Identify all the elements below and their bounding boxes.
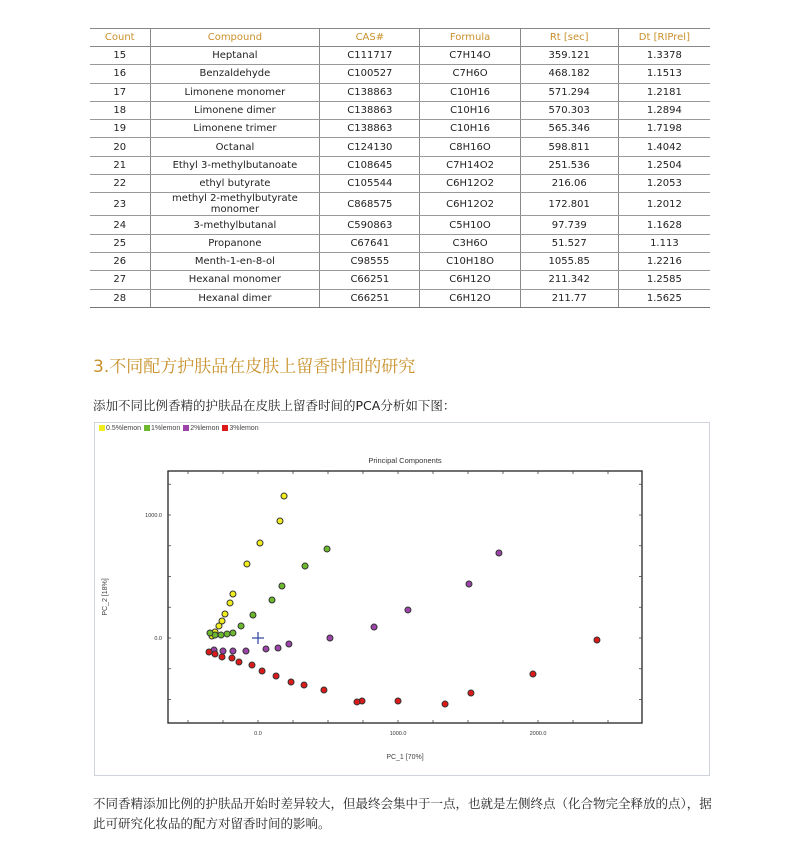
cell-cas: C138863	[320, 120, 420, 138]
data-point	[259, 668, 265, 674]
cell-count: 17	[90, 83, 150, 101]
x-axis-label: PC_1 [70%]	[386, 754, 424, 761]
cell-cas: C138863	[320, 101, 420, 119]
cell-count: 23	[90, 193, 150, 216]
cell-compound: Hexanal dimer	[150, 289, 320, 307]
cell-formula: C8H16O	[420, 138, 520, 156]
cell-rt: 211.77	[520, 289, 618, 307]
data-point	[224, 631, 230, 637]
data-point	[371, 624, 377, 630]
legend-label: 0.5%lemon	[106, 425, 142, 432]
cell-dt: 1.5625	[618, 289, 710, 307]
data-point	[288, 679, 294, 685]
cell-cas: C124130	[320, 138, 420, 156]
cell-compound: ethyl butyrate	[150, 175, 320, 193]
data-point	[281, 493, 287, 499]
data-point	[227, 600, 233, 606]
cell-count: 18	[90, 101, 150, 119]
cell-formula: C6H12O2	[420, 193, 520, 216]
cell-count: 28	[90, 289, 150, 307]
cell-formula: C7H14O	[420, 47, 520, 65]
table-header-row	[90, 29, 710, 47]
cell-dt: 1.3378	[618, 47, 710, 65]
data-point	[236, 659, 242, 665]
cell-dt: 1.4042	[618, 138, 710, 156]
cell-compound: Limonene monomer	[150, 83, 320, 101]
x-tick-label: 1000.0	[389, 731, 407, 737]
cell-formula: C6H12O	[420, 289, 520, 307]
cell-formula: C10H16	[420, 83, 520, 101]
cell-formula: C3H6O	[420, 234, 520, 252]
cell-count: 16	[90, 65, 150, 83]
data-point	[327, 635, 333, 641]
data-point	[273, 673, 279, 679]
table-row	[90, 101, 710, 119]
table-row	[90, 289, 710, 307]
cell-rt: 571.294	[520, 83, 618, 101]
cell-rt: 216.06	[520, 175, 618, 193]
cell-formula: C6H12O2	[420, 175, 520, 193]
data-point	[220, 648, 226, 654]
chart-title: Principal Components	[368, 456, 442, 465]
cell-dt: 1.2053	[618, 175, 710, 193]
data-point	[324, 546, 330, 552]
table-row	[90, 271, 710, 289]
cell-count: 22	[90, 175, 150, 193]
data-point	[530, 671, 536, 677]
cell-dt: 1.2585	[618, 271, 710, 289]
cell-cas: C100527	[320, 65, 420, 83]
data-point	[301, 682, 307, 688]
cell-rt: 172.801	[520, 193, 618, 216]
data-point	[229, 655, 235, 661]
cell-rt: 1055.85	[520, 252, 618, 270]
data-point	[466, 581, 472, 587]
data-point	[405, 607, 411, 613]
cell-count: 26	[90, 252, 150, 270]
data-point	[468, 690, 474, 696]
cell-cas: C66251	[320, 271, 420, 289]
cell-dt: 1.2894	[618, 101, 710, 119]
cell-dt: 1.2012	[618, 193, 710, 216]
header-rt: Rt [sec]	[520, 29, 618, 47]
data-point	[222, 611, 228, 617]
cell-rt: 468.182	[520, 65, 618, 83]
data-point	[302, 563, 308, 569]
cell-compound: methyl 2-methylbutyrate monomer	[150, 193, 320, 216]
cell-dt: 1.2504	[618, 156, 710, 174]
cell-compound: Propanone	[150, 234, 320, 252]
data-point	[275, 645, 281, 651]
cell-compound: Menth-1-en-8-ol	[150, 252, 320, 270]
data-point	[207, 630, 213, 636]
table-row	[90, 156, 710, 174]
pca-figure	[94, 422, 710, 776]
cell-compound: Limonene dimer	[150, 101, 320, 119]
cell-dt: 1.7198	[618, 120, 710, 138]
data-point	[496, 550, 502, 556]
cell-count: 24	[90, 216, 150, 234]
cell-dt: 1.2181	[618, 83, 710, 101]
cell-compound: Hexanal monomer	[150, 271, 320, 289]
data-point	[206, 649, 212, 655]
cell-dt: 1.113	[618, 234, 710, 252]
header-dt: Dt [RIPrel]	[618, 29, 710, 47]
cell-rt: 97.739	[520, 216, 618, 234]
section-intro: 添加不同比例香精的护肤品在皮肤上留香时间的PCA分析如下图：	[93, 398, 456, 413]
cell-count: 21	[90, 156, 150, 174]
legend-label: 3%lemon	[229, 425, 259, 432]
cell-formula: C10H16	[420, 101, 520, 119]
table-row	[90, 175, 710, 193]
cell-formula: C7H6O	[420, 65, 520, 83]
cell-compound: Limonene trimer	[150, 120, 320, 138]
y-axis-label: PC_2 [18%]	[102, 578, 109, 616]
data-point	[257, 540, 263, 546]
data-point	[442, 701, 448, 707]
cell-cas: C98555	[320, 252, 420, 270]
data-point	[230, 591, 236, 597]
data-point	[269, 597, 275, 603]
cell-cas: C138863	[320, 83, 420, 101]
table-row	[90, 65, 710, 83]
header-compound: Compound	[150, 29, 320, 47]
data-point	[230, 630, 236, 636]
data-point	[279, 583, 285, 589]
cell-formula: C10H16	[420, 120, 520, 138]
cell-compound: 3-methylbutanal	[150, 216, 320, 234]
cell-cas: C67641	[320, 234, 420, 252]
data-point	[354, 699, 360, 705]
cell-cas: C66251	[320, 289, 420, 307]
table-row	[90, 193, 710, 216]
table-row	[90, 47, 710, 65]
cell-count: 19	[90, 120, 150, 138]
cell-cas: C868575	[320, 193, 420, 216]
pca-chart	[95, 423, 709, 775]
cell-cas: C111717	[320, 47, 420, 65]
cell-count: 25	[90, 234, 150, 252]
data-point	[212, 651, 218, 657]
y-tick-label: 0.0	[154, 636, 162, 642]
table-row	[90, 138, 710, 156]
header-cas: CAS#	[320, 29, 420, 47]
data-point	[594, 637, 600, 643]
section-title: 3.不同配方护肤品在皮肤上留香时间的研究	[93, 357, 416, 377]
cell-count: 27	[90, 271, 150, 289]
data-point	[321, 687, 327, 693]
data-point	[286, 641, 292, 647]
cell-cas: C108645	[320, 156, 420, 174]
x-tick-label: 2000.0	[529, 731, 547, 737]
data-point	[218, 632, 224, 638]
cell-rt: 565.346	[520, 120, 618, 138]
cell-rt: 251.536	[520, 156, 618, 174]
cell-compound: Octanal	[150, 138, 320, 156]
cell-formula: C6H12O	[420, 271, 520, 289]
data-point	[263, 646, 269, 652]
y-tick-label: 1000.0	[145, 513, 162, 519]
cell-compound: Heptanal	[150, 47, 320, 65]
data-point	[230, 648, 236, 654]
cell-rt: 211.342	[520, 271, 618, 289]
legend-label: 1%lemon	[151, 425, 181, 432]
cell-compound: Ethyl 3-methylbutanoate	[150, 156, 320, 174]
table-row	[90, 120, 710, 138]
table-row	[90, 252, 710, 270]
cell-formula: C10H18O	[420, 252, 520, 270]
cell-dt: 1.1628	[618, 216, 710, 234]
data-point	[219, 654, 225, 660]
cell-cas: C590863	[320, 216, 420, 234]
data-point	[238, 623, 244, 629]
cell-count: 15	[90, 47, 150, 65]
data-point	[249, 662, 255, 668]
data-point	[395, 698, 401, 704]
data-point	[250, 612, 256, 618]
cell-formula: C7H14O2	[420, 156, 520, 174]
plot-frame	[168, 471, 642, 723]
cell-rt: 570.303	[520, 101, 618, 119]
data-point	[243, 648, 249, 654]
cell-dt: 1.1513	[618, 65, 710, 83]
cell-dt: 1.2216	[618, 252, 710, 270]
table-row	[90, 234, 710, 252]
compound-table	[90, 28, 710, 308]
cell-rt: 598.811	[520, 138, 618, 156]
table-row	[90, 83, 710, 101]
table-row	[90, 216, 710, 234]
header-count: Count	[90, 29, 150, 47]
x-tick-label: 0.0	[254, 731, 262, 737]
legend-label: 2%lemon	[190, 425, 220, 432]
data-point	[244, 561, 250, 567]
cell-cas: C105544	[320, 175, 420, 193]
cell-compound: Benzaldehyde	[150, 65, 320, 83]
data-point	[277, 518, 283, 524]
cell-formula: C5H10O	[420, 216, 520, 234]
cell-rt: 51.527	[520, 234, 618, 252]
data-point	[216, 623, 222, 629]
header-formula: Formula	[420, 29, 520, 47]
cell-count: 20	[90, 138, 150, 156]
conclusion-paragraph: 不同香精添加比例的护肤品开始时差异较大，但最终会集中于一点，也就是左侧终点（化合物完全释放的点），据此可研究化妆品的配方对留香时间的影响。	[93, 796, 712, 831]
cell-rt: 359.121	[520, 47, 618, 65]
